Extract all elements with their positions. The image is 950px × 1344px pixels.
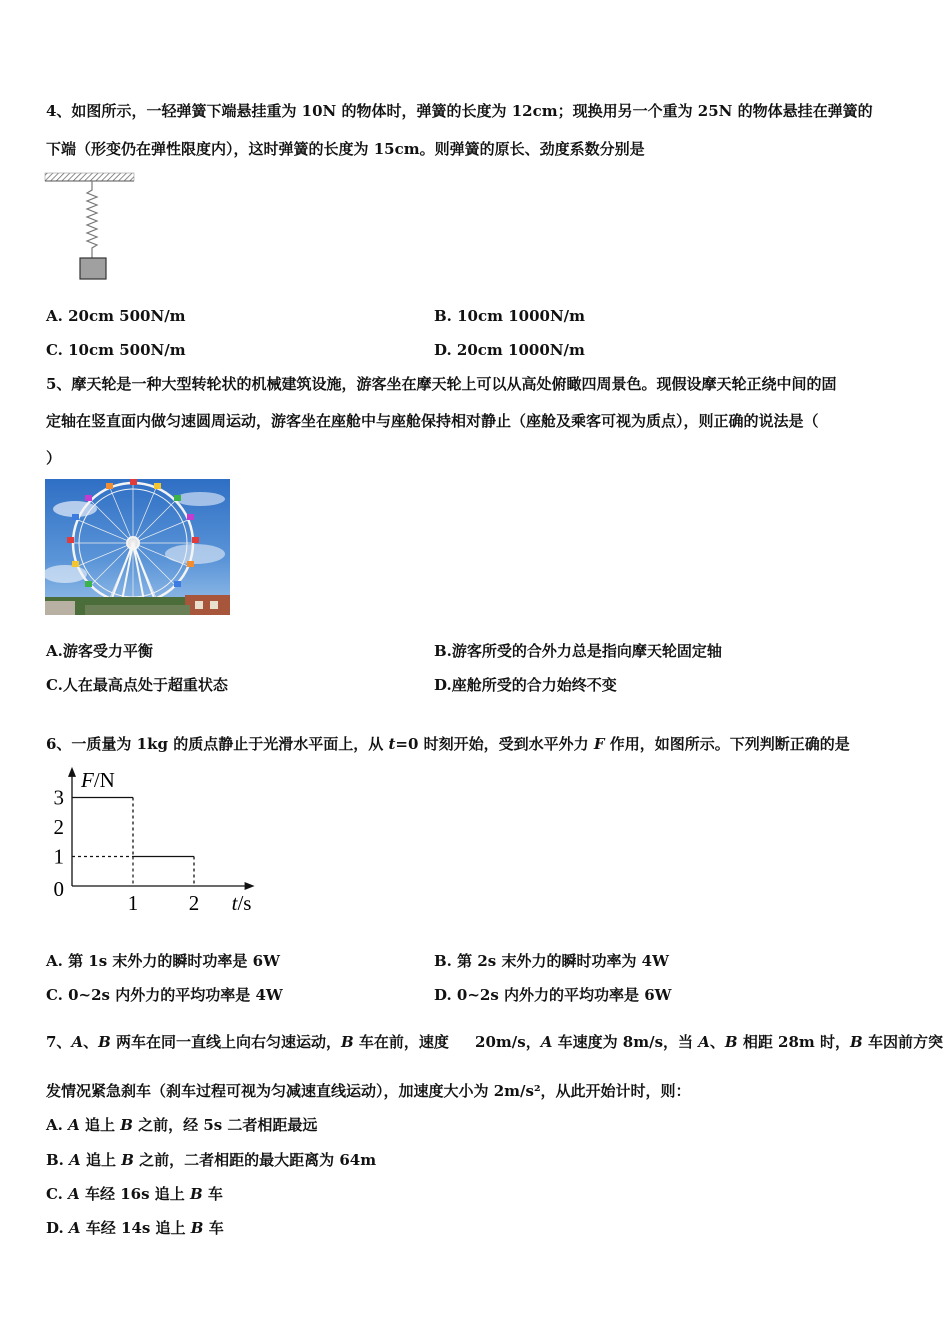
q7-var-b: B — [190, 1219, 204, 1237]
q4-option-c: C. 10cm 500N/m — [46, 341, 186, 359]
y-tick-label: 3 — [53, 785, 64, 810]
q7-option-b — [46, 1150, 376, 1170]
q5-option-c: C.人在最高点处于超重状态 — [46, 676, 228, 694]
q6-stem-pre: 6、一质量为 1kg 的质点静止于光滑水平面上，从 — [46, 735, 389, 753]
q7-var-b: B — [341, 1033, 354, 1051]
q4-line-1: 4、如图所示，一轻弹簧下端悬挂重为 10N 的物体时，弹簧的长度为 12cm；现换用另一个重为 25N 的物体悬挂在弹簧的 — [46, 102, 873, 120]
q7-opt-text: 追上 — [80, 1151, 122, 1169]
q6-var-t: t — [388, 735, 396, 753]
q6-option-d: D. 0~2s 内外力的平均功率是 6W — [434, 986, 672, 1004]
q4-option-a: A. 20cm 500N/m — [46, 307, 186, 325]
q5-line-2: 定轴在竖直面内做匀速圆周运动，游客坐在座舱中与座舱保持相对静止（座舱及乘客可视为质点），则正确的说法是（ — [46, 412, 819, 430]
x-axis-arrow — [245, 882, 255, 890]
q5-option-d: D.座舱所受的合力始终不变 — [434, 676, 617, 694]
q7-var-a: A — [68, 1116, 80, 1134]
q4-option-d: D. 20cm 1000N/m — [434, 341, 585, 359]
q7-text: 两车在同一直线上向右匀速运动， — [110, 1033, 342, 1051]
q7-var-b: B — [189, 1185, 203, 1203]
q7-var-a: A — [68, 1185, 80, 1203]
q5-option-a: A.游客受力平衡 — [46, 642, 153, 660]
q7-var-b: B — [98, 1033, 111, 1051]
q4-option-b: B. 10cm 1000N/m — [434, 307, 586, 325]
q6-stem-post: 作用，如图所示。下列判断正确的是 — [604, 735, 850, 753]
q7-opt-text: 之前，经 5s 二者相距最远 — [132, 1116, 318, 1134]
q7-opt-text: 车经 14s 追上 — [80, 1219, 191, 1237]
q7-text: 相距 28m 时， — [737, 1033, 851, 1051]
q7-text: 、 — [709, 1033, 725, 1051]
q7-opt-text: 车经 16s 追上 — [79, 1185, 190, 1203]
q7-opt-text: 追上 — [79, 1116, 121, 1134]
q5-option-b: B.游客所受的合外力总是指向摩天轮固定轴 — [434, 642, 722, 660]
y-tick-label: 1 — [53, 844, 64, 869]
y-tick-label: 2 — [53, 815, 64, 839]
q7-opt-text: 车 — [202, 1185, 223, 1203]
q7-opt-text: B. — [46, 1151, 70, 1169]
q7-opt-text: A. — [46, 1116, 69, 1134]
q7-var-a: A — [71, 1033, 84, 1051]
y-axis-arrow — [68, 767, 76, 777]
q7-text: 车速度为 8m/s，当 — [552, 1033, 699, 1051]
q6-option-c: C. 0~2s 内外力的平均功率是 4W — [46, 986, 283, 1004]
q6-var-f: F — [593, 735, 605, 753]
q7-var-a: A — [68, 1219, 81, 1237]
q7-line-1 — [46, 1032, 943, 1052]
q7-opt-text: D. — [46, 1219, 69, 1237]
q7-var-b: B — [120, 1116, 133, 1134]
hanging-block — [80, 258, 106, 279]
ferris-wheel-photo — [45, 479, 230, 615]
q7-opt-text: 之前，二者相距的最大距离为 64m — [133, 1151, 377, 1169]
q7-text: 7、 — [46, 1033, 72, 1051]
origin-label: 0 — [53, 877, 64, 901]
q7-var-b: B — [850, 1033, 863, 1051]
spring-figure — [44, 170, 136, 282]
q7-opt-text: C. — [46, 1185, 69, 1203]
x-axis-label: t/s — [231, 891, 252, 915]
q7-var-a: A — [540, 1033, 553, 1051]
q7-option-a — [46, 1115, 317, 1135]
x-tick-label: 2 — [188, 891, 200, 915]
q4-line-2: 下端（形变仍在弹性限度内），这时弹簧的长度为 15cm。则弹簧的原长、劲度系数分别是 — [46, 140, 645, 158]
y-axis-label: F/N — [81, 767, 115, 792]
q6-option-a: A. 第 1s 末外力的瞬时功率是 6W — [46, 952, 280, 970]
q7-text: 、 — [83, 1033, 99, 1051]
q7-opt-text: 车 — [203, 1219, 224, 1237]
q7-option-c — [46, 1184, 223, 1204]
q7-var-b: B — [724, 1033, 738, 1051]
q7-var-a: A — [698, 1033, 710, 1051]
q7-text: 车在前，速度 20m/s， — [353, 1033, 541, 1051]
q6-stem-mid: =0 时刻开始，受到水平外力 — [395, 735, 594, 753]
ceiling-hatch — [45, 173, 134, 181]
spring-coil — [87, 181, 97, 258]
force-time-chart — [45, 760, 252, 915]
q7-var-b: B — [121, 1151, 134, 1169]
q7-option-d — [46, 1218, 224, 1238]
q6-stem — [46, 734, 850, 754]
q7-line-2: 发情况紧急刹车（刹车过程可视为匀减速直线运动），加速度大小为 2m/s²，从此开始计时，则： — [46, 1082, 691, 1100]
q7-var-a: A — [69, 1151, 81, 1169]
q5-line-1: 5、摩天轮是一种大型转轮状的机械建筑设施，游客坐在摩天轮上可以从高处俯瞰四周景色。现假设摩天轮正绕中间的固 — [46, 375, 837, 393]
q7-text: 车因前方突 — [862, 1033, 943, 1051]
q6-option-b: B. 第 2s 末外力的瞬时功率为 4W — [434, 952, 669, 970]
x-tick-label: 1 — [127, 891, 139, 915]
q5-line-3: ） — [46, 449, 62, 467]
